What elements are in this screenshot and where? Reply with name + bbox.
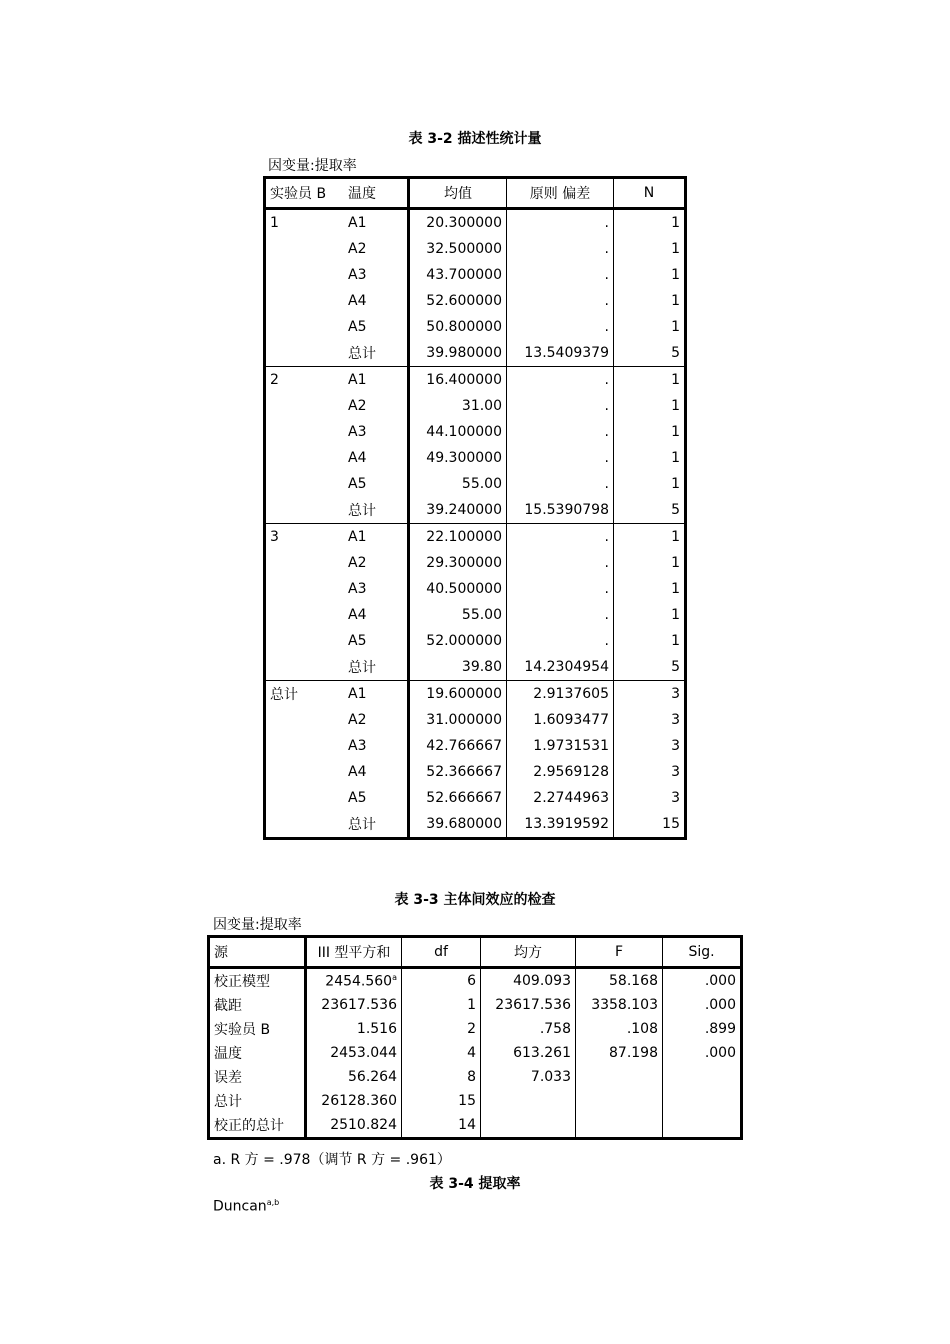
df-cell: 14: [402, 1113, 481, 1139]
n-cell: 5: [614, 340, 686, 367]
table-row: [265, 471, 686, 497]
table34-title: 表 3-4 提取率: [429, 1176, 521, 1192]
ss-cell: 56.264: [306, 1065, 402, 1089]
temperature-cell: A3: [344, 576, 409, 602]
group-label: [265, 393, 345, 419]
temperature-cell: A5: [344, 471, 409, 497]
table-row: [265, 367, 686, 394]
table-row: [265, 576, 686, 602]
table32-dependent: 因变量:提取率: [268, 158, 357, 174]
mean-cell: 50.800000: [409, 314, 507, 340]
std-cell: 2.9137605: [507, 681, 614, 708]
df-cell: 2: [402, 1017, 481, 1041]
mean-cell: 52.000000: [409, 628, 507, 654]
std-cell: .: [507, 471, 614, 497]
mean-cell: 39.680000: [409, 811, 507, 839]
method-label: Duncan: [213, 1198, 267, 1215]
table-row: [265, 628, 686, 654]
std-cell: .: [507, 367, 614, 394]
n-cell: 1: [671, 293, 680, 309]
n-cell: 1: [671, 241, 680, 257]
n-cell: 3: [671, 738, 680, 754]
table-row: [265, 759, 686, 785]
table-row: [265, 811, 686, 839]
mean-cell: 31.000000: [409, 707, 507, 733]
group-label: 3: [270, 529, 279, 545]
table-row: [265, 419, 686, 445]
mean-cell: 39.980000: [409, 340, 507, 367]
n-cell: 3: [671, 686, 680, 702]
group-label: [265, 419, 345, 445]
table-row: [265, 524, 686, 551]
ms-cell: 409.093: [481, 968, 576, 994]
table34-method: [213, 1198, 279, 1215]
std-cell: 13.5409379: [507, 340, 614, 367]
table-row: [209, 1113, 742, 1139]
temperature-cell: A4: [344, 288, 409, 314]
n-cell: 5: [614, 654, 686, 681]
group-label: [265, 314, 345, 340]
std-cell: 2.9569128: [507, 759, 614, 785]
std-cell: .: [507, 576, 614, 602]
n-cell: 1: [671, 529, 680, 545]
col-header-n: N: [614, 178, 686, 209]
std-cell: 15.5390798: [507, 497, 614, 524]
std-cell: .: [507, 602, 614, 628]
table33-title: 表 3-3 主体间效应的检查: [394, 892, 556, 908]
mean-cell: 49.300000: [409, 445, 507, 471]
df-cell: 4: [402, 1041, 481, 1065]
n-cell: 1: [671, 267, 680, 283]
mean-cell: 52.366667: [409, 759, 507, 785]
std-cell: .: [507, 524, 614, 551]
std-cell: .: [507, 236, 614, 262]
ss-cell: 1.516: [306, 1017, 402, 1041]
f-cell: .108: [576, 1017, 663, 1041]
group-label: [265, 445, 345, 471]
table-row: [209, 1017, 742, 1041]
group-label: [265, 497, 345, 524]
temperature-cell: A5: [344, 628, 409, 654]
group-label: [265, 628, 345, 654]
temperature-cell: A3: [344, 419, 409, 445]
group-label: [265, 811, 345, 839]
descriptive-stats-table: [263, 176, 687, 840]
table-row: [265, 785, 686, 811]
mean-cell: 39.240000: [409, 497, 507, 524]
n-cell: 1: [671, 633, 680, 649]
table-row: [265, 314, 686, 340]
sig-cell: .000: [704, 973, 736, 989]
group-label: [265, 654, 345, 681]
n-cell: 1: [671, 607, 680, 623]
ms-cell: 613.261: [481, 1041, 576, 1065]
table-row: [209, 968, 742, 994]
table33-footnote: a. R 方 = .978（调节 R 方 = .961）: [213, 1152, 451, 1168]
group-label: [265, 288, 345, 314]
n-cell: 15: [662, 816, 680, 832]
col-header-df: df: [402, 937, 481, 968]
group-label: 1: [270, 215, 279, 231]
ss-cell: 26128.360: [306, 1089, 402, 1113]
table-row: [209, 1041, 742, 1065]
std-cell: 1.6093477: [507, 707, 614, 733]
col-header-mean: 均值: [409, 178, 507, 209]
table-row: [265, 497, 686, 524]
mean-cell: 55.00: [409, 471, 507, 497]
temperature-cell: A4: [344, 445, 409, 471]
n-cell: 1: [671, 581, 680, 597]
source-cell: 截距: [209, 993, 306, 1017]
ms-cell: .758: [481, 1017, 576, 1041]
table-row: [265, 654, 686, 681]
n-cell: 3: [671, 712, 680, 728]
sig-cell: .899: [704, 1021, 736, 1037]
source-cell: 误差: [209, 1065, 306, 1089]
n-cell: 3: [671, 764, 680, 780]
mean-cell: 40.500000: [409, 576, 507, 602]
table-row: [265, 733, 686, 759]
n-cell: 5: [614, 497, 686, 524]
std-cell: .: [507, 262, 614, 288]
sig-cell: [663, 1089, 742, 1113]
df-cell: 6: [402, 968, 481, 994]
method-superscript: a,b: [266, 1198, 280, 1207]
std-cell: .: [507, 314, 614, 340]
n-cell: 1: [671, 450, 680, 466]
col-header-experimenter: 实验员 B: [265, 178, 345, 209]
ss-cell: 2510.824: [306, 1113, 402, 1139]
n-cell: 1: [671, 319, 680, 335]
temperature-cell: 总计: [344, 811, 409, 839]
ss-cell: [306, 968, 402, 994]
std-cell: .: [507, 209, 614, 237]
table-row: [265, 393, 686, 419]
table-row: [209, 1065, 742, 1089]
std-cell: .: [507, 288, 614, 314]
f-cell: [576, 1089, 663, 1113]
mean-cell: 39.80: [409, 654, 507, 681]
table-row: [265, 340, 686, 367]
table-row: [265, 602, 686, 628]
group-label: [265, 262, 345, 288]
group-label: [265, 785, 345, 811]
source-cell: 温度: [209, 1041, 306, 1065]
group-label: 总计: [270, 687, 298, 703]
temperature-cell: A1: [344, 524, 409, 551]
col-header-source: 源: [209, 937, 306, 968]
table-row: [265, 550, 686, 576]
table-row: [265, 445, 686, 471]
std-cell: .: [507, 445, 614, 471]
mean-cell: 52.666667: [409, 785, 507, 811]
ms-cell: [481, 1113, 576, 1139]
temperature-cell: A5: [344, 314, 409, 340]
group-label: [265, 340, 345, 367]
table-row: [209, 993, 742, 1017]
table-row: [265, 262, 686, 288]
std-cell: 1.9731531: [507, 733, 614, 759]
std-cell: .: [507, 628, 614, 654]
table-row: [265, 209, 686, 237]
group-label: [265, 550, 345, 576]
mean-cell: 32.500000: [409, 236, 507, 262]
mean-cell: 31.00: [409, 393, 507, 419]
mean-cell: 22.100000: [409, 524, 507, 551]
table33-dependent: 因变量:提取率: [213, 917, 302, 933]
col-header-ss: III 型平方和: [306, 937, 402, 968]
std-cell: 14.2304954: [507, 654, 614, 681]
std-cell: 13.3919592: [507, 811, 614, 839]
ms-cell: 7.033: [481, 1065, 576, 1089]
group-label: [265, 733, 345, 759]
sig-cell: [663, 1113, 742, 1139]
group-label: [265, 471, 345, 497]
ms-cell: 23617.536: [481, 993, 576, 1017]
temperature-cell: A3: [344, 262, 409, 288]
n-cell: 1: [671, 372, 680, 388]
table-row: [265, 707, 686, 733]
temperature-cell: A1: [344, 209, 409, 237]
mean-cell: 20.300000: [409, 209, 507, 237]
col-header-sig: Sig.: [663, 937, 742, 968]
temperature-cell: A1: [344, 681, 409, 708]
table-row: [209, 1089, 742, 1113]
n-cell: 1: [671, 398, 680, 414]
temperature-cell: A2: [344, 393, 409, 419]
df-cell: 1: [402, 993, 481, 1017]
temperature-cell: A1: [344, 367, 409, 394]
sig-cell: [663, 1065, 742, 1089]
table32-title: 表 3-2 描述性统计量: [408, 131, 542, 147]
f-cell: [576, 1065, 663, 1089]
f-cell: [576, 1113, 663, 1139]
ss-cell: 23617.536: [306, 993, 402, 1017]
temperature-cell: 总计: [344, 654, 409, 681]
col-header-f: F: [576, 937, 663, 968]
mean-cell: 43.700000: [409, 262, 507, 288]
group-label: [265, 236, 345, 262]
group-label: [265, 602, 345, 628]
std-cell: .: [507, 393, 614, 419]
temperature-cell: A2: [344, 550, 409, 576]
temperature-cell: 总计: [344, 497, 409, 524]
mean-cell: 44.100000: [409, 419, 507, 445]
sig-cell: .000: [704, 1045, 736, 1061]
temperature-cell: A2: [344, 236, 409, 262]
mean-cell: 42.766667: [409, 733, 507, 759]
f-cell: 87.198: [576, 1041, 663, 1065]
ss-cell: 2453.044: [306, 1041, 402, 1065]
col-header-std: 原则 偏差: [507, 178, 614, 209]
col-header-temperature: 温度: [344, 178, 409, 209]
col-header-ms: 均方: [481, 937, 576, 968]
temperature-cell: A4: [344, 602, 409, 628]
mean-cell: 19.600000: [409, 681, 507, 708]
footnote-marker: a: [392, 972, 397, 982]
temperature-cell: 总计: [344, 340, 409, 367]
std-cell: .: [507, 419, 614, 445]
temperature-cell: A5: [344, 785, 409, 811]
temperature-cell: A4: [344, 759, 409, 785]
n-cell: 3: [671, 790, 680, 806]
std-cell: 2.2744963: [507, 785, 614, 811]
temperature-cell: A3: [344, 733, 409, 759]
between-subjects-effects-table: [207, 935, 743, 1140]
table-row: [265, 236, 686, 262]
n-cell: 1: [671, 215, 680, 231]
group-label: [265, 576, 345, 602]
df-cell: 15: [402, 1089, 481, 1113]
mean-cell: 29.300000: [409, 550, 507, 576]
f-cell: 58.168: [576, 968, 663, 994]
mean-cell: 16.400000: [409, 367, 507, 394]
mean-cell: 55.00: [409, 602, 507, 628]
n-cell: 1: [671, 424, 680, 440]
group-label: [265, 759, 345, 785]
group-label: [265, 707, 345, 733]
ms-cell: [481, 1089, 576, 1113]
table-row: [265, 681, 686, 708]
n-cell: 1: [671, 555, 680, 571]
ss-value: 2454.560: [325, 973, 393, 990]
mean-cell: 52.600000: [409, 288, 507, 314]
df-cell: 8: [402, 1065, 481, 1089]
source-cell: 实验员 B: [209, 1017, 306, 1041]
source-cell: 总计: [209, 1089, 306, 1113]
source-cell: 校正模型: [209, 968, 306, 994]
f-cell: 3358.103: [576, 993, 663, 1017]
group-label: 2: [270, 372, 279, 388]
std-cell: .: [507, 550, 614, 576]
sig-cell: .000: [704, 997, 736, 1013]
table-row: [265, 288, 686, 314]
source-cell: 校正的总计: [209, 1113, 306, 1139]
n-cell: 1: [671, 476, 680, 492]
temperature-cell: A2: [344, 707, 409, 733]
